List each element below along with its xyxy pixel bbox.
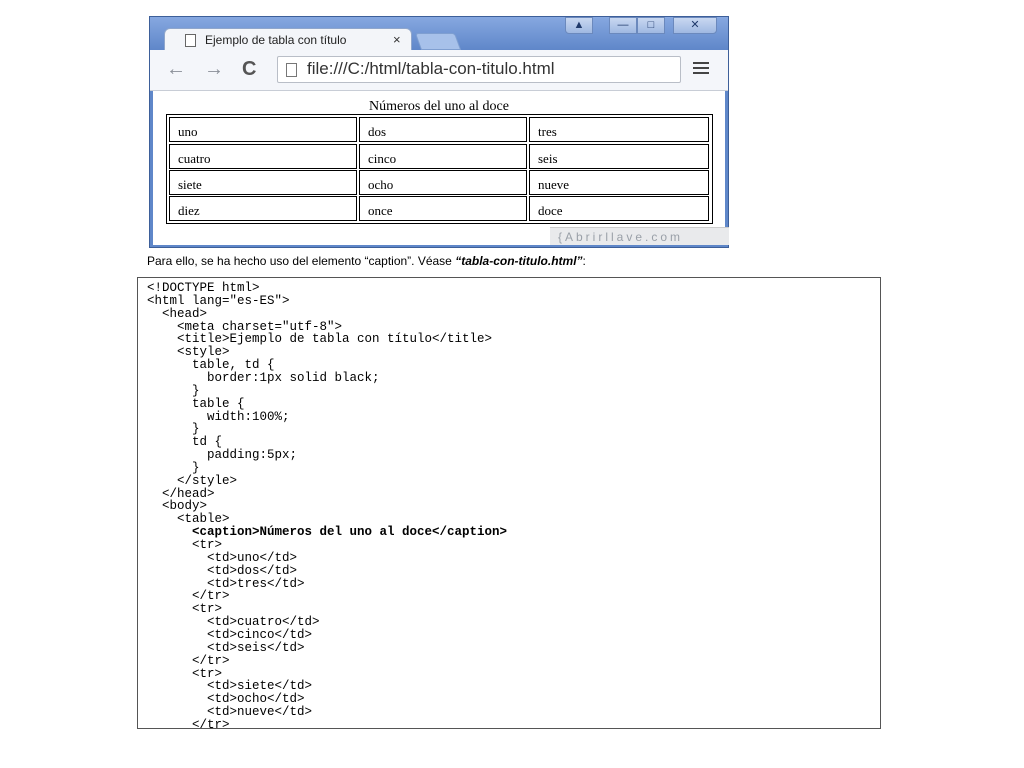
code-line: <body>	[147, 499, 208, 514]
code-line: <title>Ejemplo de tabla con título</title>	[147, 332, 493, 347]
table-cell: dos	[359, 117, 527, 142]
table-cell: uno	[169, 117, 357, 142]
code-line: <caption>Números del uno al doce</caption>	[147, 525, 508, 540]
code-line: <table>	[147, 512, 230, 527]
code-line: <td>ocho</td>	[147, 692, 305, 707]
code-line: td {	[147, 435, 223, 450]
code-line: <tr>	[147, 602, 223, 617]
table-cell: nueve	[529, 170, 709, 195]
code-line: </head>	[147, 486, 215, 501]
table-cell: tres	[529, 117, 709, 142]
table-cell: siete	[169, 170, 357, 195]
page-icon	[185, 34, 196, 47]
code-line: <td>seis</td>	[147, 640, 305, 655]
code-line: }	[147, 422, 200, 437]
code-line: <td>cinco</td>	[147, 627, 313, 642]
new-tab-button[interactable]	[415, 33, 461, 50]
table-cell: ocho	[359, 170, 527, 195]
page-viewport	[153, 91, 725, 245]
code-line: <td>cuatro</td>	[147, 615, 320, 630]
code-line: <tr>	[147, 666, 223, 681]
paragraph-text: Para ello, se ha hecho uso del elemento “caption”. Véase	[147, 254, 456, 268]
table-caption: Números del uno al doce	[369, 99, 509, 114]
code-line: <td>tres</td>	[147, 576, 305, 591]
code-line: border:1px solid black;	[147, 370, 380, 385]
user-icon[interactable]: ▲	[565, 17, 593, 34]
code-line: padding:5px;	[147, 448, 298, 463]
address-bar[interactable]	[277, 56, 681, 83]
file-icon	[286, 63, 297, 77]
browser-window	[149, 16, 729, 248]
code-line: </tr>	[147, 589, 230, 604]
reload-icon[interactable]: C	[242, 58, 257, 80]
code-line: <td>uno</td>	[147, 550, 298, 565]
file-name: “tabla-con-titulo.html”	[455, 254, 583, 268]
demo-table	[166, 114, 713, 224]
url-text[interactable]: file:///C:/html/tabla-con-titulo.html	[307, 59, 555, 78]
code-line: <td>nueve</td>	[147, 705, 313, 720]
code-line: }	[147, 383, 200, 398]
forward-arrow-icon[interactable]: →	[204, 58, 224, 80]
minimize-button[interactable]: —	[609, 17, 637, 34]
back-arrow-icon[interactable]: ←	[166, 58, 186, 80]
code-line: <!DOCTYPE html>	[147, 281, 260, 295]
code-line: table, td {	[147, 358, 275, 373]
code-line: </style>	[147, 473, 238, 488]
code-line: </tr>	[147, 653, 230, 668]
code-line: <head>	[147, 306, 208, 321]
code-line: table {	[147, 396, 245, 411]
table-cell: once	[359, 196, 527, 221]
browser-toolbar	[150, 50, 728, 91]
table-cell: doce	[529, 196, 709, 221]
code-listing	[137, 277, 881, 729]
code-line: </tr>	[147, 717, 230, 729]
tab-ejemplo[interactable]	[164, 28, 412, 52]
code-line: <meta charset="utf-8">	[147, 319, 343, 334]
code-line: width:100%;	[147, 409, 290, 424]
menu-icon[interactable]	[693, 62, 709, 75]
code-line: <html lang="es-ES">	[147, 293, 290, 308]
maximize-button[interactable]: □	[637, 17, 665, 34]
table-cell: seis	[529, 144, 709, 169]
table-cell: cinco	[359, 144, 527, 169]
code-line: <tr>	[147, 538, 223, 552]
code-line: <td>dos</td>	[147, 563, 298, 578]
watermark-logo: {Abrirllave.com	[550, 227, 729, 245]
close-tab-icon[interactable]: ×	[393, 32, 401, 47]
code-line: }	[147, 460, 200, 475]
close-window-button[interactable]: ✕	[673, 17, 717, 34]
paragraph-end: :	[582, 254, 586, 268]
code-line: <td>siete</td>	[147, 679, 313, 694]
title-bar	[150, 17, 728, 50]
table-cell: diez	[169, 196, 357, 221]
tab-title: Ejemplo de tabla con título	[205, 33, 347, 47]
code-line: <style>	[147, 345, 230, 360]
description-paragraph	[147, 254, 586, 268]
table-cell: cuatro	[169, 144, 357, 169]
